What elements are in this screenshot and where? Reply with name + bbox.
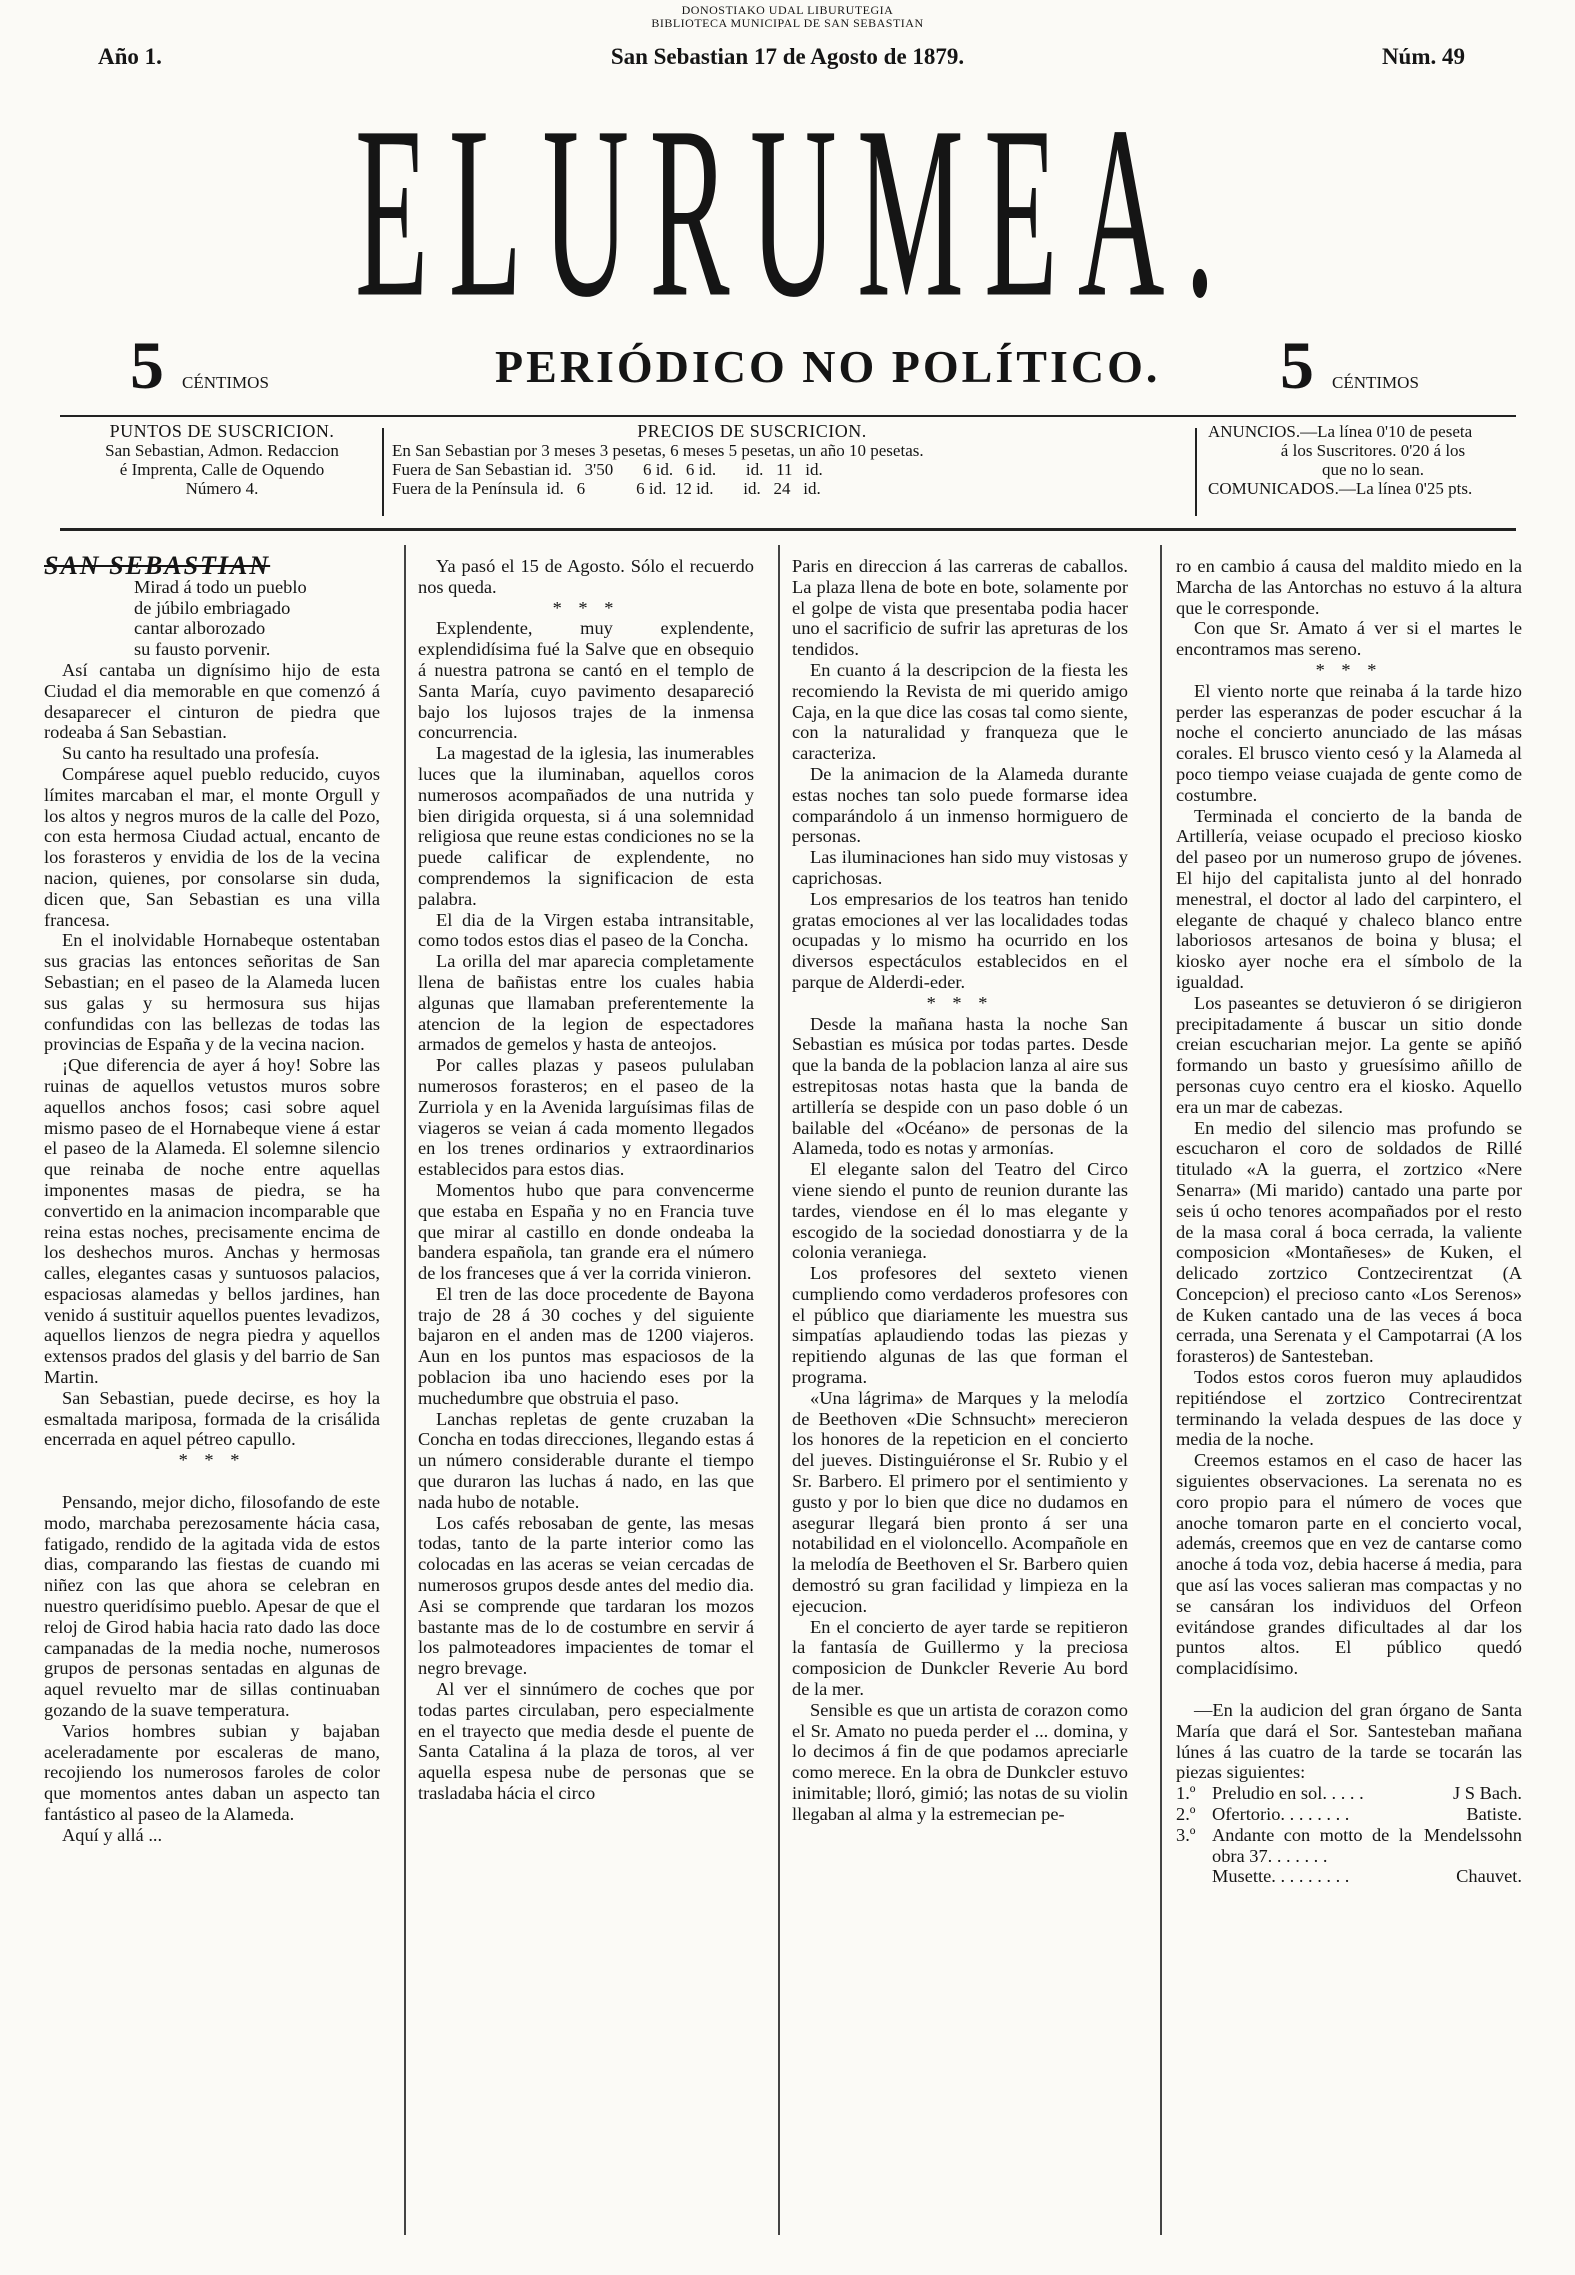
paragraph: De la animacion de la Alameda durante estas noches tan solo puede formarse idea comparándolo á un inmenso hormiguero de personas. bbox=[792, 763, 1128, 847]
program-title: Musette. . . . . . . . . bbox=[1212, 1866, 1350, 1887]
paragraph: Los paseantes se detuvieron ó se dirigieron precipitadamente á buscar un sitio donde creian escucharian mejor. La gente se apiñó formando un basto y gruesísimo añillo de personas cuyo centro era el kiosko. Aquello era un mar de cabezas. bbox=[1176, 992, 1522, 1117]
column-divider bbox=[1160, 545, 1162, 2235]
column-3 bbox=[792, 556, 1128, 1825]
paragraph: —En la audicion del gran órgano de Santa María que dará el Sor. Santesteban mañana lúnes á las cuatro de la tarde se tocarán las piezas siguientes: bbox=[1176, 1700, 1522, 1783]
paragraph: El tren de las doce procedente de Bayona trajo de 28 á 30 coches y del siguiente bajaron en el anden mas de 1200 viajeros. Aun en los puntos mas espaciosos de la poblacion iba uno haciendo eses por la muchedumbre que obstruia el paso. bbox=[418, 1283, 754, 1408]
paragraph: Sensible es que un artista de corazon como el Sr. Amato no pueda perder el ... domina, y lo decimos á fin de que podamos apreciarle como merece. En la obra de Dunkcler estuvo inimitable; lloró, gimió; las notas de su violin llegaban al alma y la estremecian pe- bbox=[792, 1699, 1128, 1824]
price-right: 5 bbox=[1280, 327, 1314, 403]
masthead-letter: E bbox=[355, 75, 429, 348]
paragraph: Aquí y allá ... bbox=[62, 1824, 163, 1845]
column-divider bbox=[778, 545, 780, 2235]
masthead-letter: R bbox=[649, 75, 730, 348]
paragraph: Ya pasó el 15 de Agosto. Sólo el recuerdo nos queda. bbox=[418, 556, 754, 597]
paragraph: Terminada el concierto de la banda de Artillería, veiase ocupado el precioso kiosko del paseo por un numeroso grupo de jóvenes. El hijo del capitalista junto al del honrado menestral, el doctor al lado del carpintero, el elegante de chaqué y chaleco blanco entre laboriosos artesanos de boina y blusa; el kiosko ayer noche era el símbolo de la igualdad. bbox=[1176, 805, 1522, 992]
paragraph: La orilla del mar aparecia completamente llena de bañistas entre los cuales habia algunas que llamaban preferentemente la atencion de la legion de espectadores armados de gemelos y hasta de anteojos. bbox=[418, 951, 754, 1055]
program-title: Andante con motto de la obra 37. . . . . . . bbox=[1212, 1824, 1412, 1866]
library-stamp bbox=[0, 4, 1575, 30]
stamp-line-2: BIBLIOTECA MUNICIPAL DE SAN SEBASTIAN bbox=[651, 16, 924, 30]
subtitle: PERIÓDICO NO POLÍTICO. bbox=[495, 341, 1161, 392]
prices-title: PRECIOS DE SUSCRICION. bbox=[637, 421, 867, 441]
poem-line: de júbilo embriagado bbox=[134, 597, 291, 618]
program-number: 3.º bbox=[1176, 1824, 1196, 1845]
price-left-unit: CÉNTIMOS bbox=[182, 373, 269, 392]
rule-top bbox=[60, 415, 1516, 417]
paragraph: Las iluminaciones han sido muy vistosas y caprichosas. bbox=[792, 847, 1128, 888]
column-divider bbox=[404, 545, 406, 2235]
program-number bbox=[1176, 1866, 1212, 1887]
program-composer: Batiste. bbox=[1466, 1804, 1522, 1825]
paragraph: Al ver el sinnúmero de coches que por todas partes circulaban, pero especialmente en el trayecto que media desde el puente de Santa Catalina á la plaza de toros, al ver aquella espesa nube de personas que se trasladaba hácia el circo bbox=[418, 1679, 754, 1804]
poem-line: cantar alborozado bbox=[134, 618, 266, 639]
column-2 bbox=[418, 556, 754, 1804]
paragraph: En cuanto á la descripcion de la fiesta les recomiendo la Revista de mi querido amigo Caja, en la que dice las cosas tal como siente, con la naturalidad y franqueza que le caracteriza. bbox=[792, 659, 1128, 764]
paragraph: En el concierto de ayer tarde se repitieron la fantasía de Guillermo y la preciosa composicion de Dunkcler Reverie Au bord de la mer. bbox=[792, 1616, 1128, 1700]
program-item bbox=[1176, 1804, 1522, 1825]
paragraph: Explendente, muy explendente, explendidísima fué la Salve que en obsequio á nuestra patrona se cantó en el templo de Santa María, cuyo pavimento desapareció bajo los lujosos trajes de la inmensa concurrencia. bbox=[418, 618, 754, 743]
paragraph: Compárese aquel pueblo reducido, cuyos límites marcaban el mar, el monte Orgull y los altos y negros muros de la calle del Pozo, con esta hermosa Ciudad actual, encanto de los forasteros y envidia de los de la vecina nacion, quienes, por consolarse sin duda, dicen que, San Sebastian es una villa francesa. bbox=[44, 763, 380, 930]
section-break: * * * bbox=[552, 597, 620, 618]
masthead-letter: U bbox=[542, 75, 630, 348]
paragraph: Pensando, mejor dicho, filosofando de este modo, marchaba perezosamente hácia casa, fatigado, rendido de la agitada vida de estos dias, comparando las fiestas de cuando mi niñez con las que ahora se celebran en nuestro queridísimo pueblo. Apesar de que el reloj de Girod habia hacia rato dado las doce campanadas de la media noche, numerosos grupos de personas sentadas en algunas de aquel revuelto mar de sillas continuaban gozando de la suave temperatura. bbox=[44, 1492, 380, 1721]
program-item bbox=[1176, 1783, 1522, 1804]
points-line: Número 4. bbox=[185, 479, 259, 498]
paragraph: Los cafés rebosaban de gente, las mesas todas, tanto de la parte interior como las colocadas en las aceras se veian cercadas de numerosos grupos desde antes del medio dia. Asi se comprende que tardaran los mozos bastante mas de lo de costumbre en servir á los palmoteadores impacientes de tomar el negro brevage. bbox=[418, 1512, 754, 1679]
program-number: 1.º bbox=[1176, 1783, 1196, 1804]
subscription-points bbox=[72, 422, 372, 498]
column-4 bbox=[1176, 556, 1522, 1887]
paragraph: Así cantaba un dignísimo hijo de esta Ciudad el dia memorable en que comenzó á desaparecer el cinturon de piedra que rodeaba á San Sebastian. bbox=[44, 659, 380, 743]
paragraph: Los profesores del sexteto vienen cumpliendo como verdaderos profesores con el público que diariamente les muestra sus simpatías aplaudiendo todas las piezas y repitiendo algunas de las que forman el programa. bbox=[792, 1263, 1128, 1388]
points-line: San Sebastian, Admon. Redaccion bbox=[105, 441, 339, 460]
paragraph: Momentos hubo que para convencerme que estaba en España y no en Francia tuve que mirar al castillo en donde ondeaba la bandera española, tan grande era el número de los franceses que á ver la corrida vinieron. bbox=[418, 1179, 754, 1284]
paragraph: Desde la mañana hasta la noche San Sebastian es música por todas partes. Desde que la banda de la poblacion lanza al aire sus estrepitosas notas hasta que la banda de artillería se despide con un paso doble ó un bailable del «Océano» de personas de la Alameda, todo es notas y armonías. bbox=[792, 1013, 1128, 1159]
paragraph: Lanchas repletas de gente cruzaban la Concha en todas direcciones, llegando estas á un número considerable durante el tiempo que duraron las luchas á nado, en las que nada hubo de notable. bbox=[418, 1408, 754, 1512]
issue-number: Núm. 49 bbox=[1381, 44, 1465, 69]
paragraph: ¡Que diferencia de ayer á hoy! Sobre las ruinas de aquellos vetustos muros sobre aquellos anchos fosos; casi sobre aquel mismo paseo de el Hornabeque viene á estar el paseo de la Alameda. El solemne silencio que reinaba de noche entre aquellas imponentes masas de piedra, se ha convertido en la animacion incomparable que reina estas noches, precisamente encima de los deshechos muros. Anchas y hermosas calles, elegantes casas y suntuosos palacios, espaciosas alamedas y bellos jardines, han venido á sustituir aquellos puentes levadizos, aquellos lienzos de negra piedra y aquellos extensos prados del glasis y del barrio de San Martin. bbox=[44, 1055, 380, 1388]
program-item bbox=[1176, 1866, 1522, 1887]
price-right-unit: CÉNTIMOS bbox=[1332, 373, 1419, 392]
program-item bbox=[1176, 1825, 1522, 1867]
program-composer: J S Bach. bbox=[1453, 1783, 1522, 1804]
section-title: SAN SEBASTIAN bbox=[44, 551, 271, 580]
masthead-letter: A bbox=[1077, 75, 1165, 348]
paragraph: Creemos estamos en el caso de hacer las siguientes observaciones. La serenata no es coro propio para el número de voces que anoche tomaron parte en el concierto vocal, además, creemos que en vez de cantarse como anoche á toda voz, debia hacerse á media, para que así las voces salieran mas compactas y no se cansáran los individuos del Orfeon evitándose grandes dificultades al dar los puntos altos. El público quedó complacidísimo. bbox=[1176, 1450, 1522, 1679]
prices-line: Fuera de la Península id. 6 6 id. 12 id. id. 24 id. bbox=[392, 479, 821, 498]
issue-year: Año 1. bbox=[98, 44, 162, 69]
subscription-divider bbox=[1195, 428, 1197, 516]
program-title: Ofertorio. . . . . . . . bbox=[1212, 1804, 1350, 1825]
ads-line: ANUNCIOS.—La línea 0'10 de peseta bbox=[1208, 422, 1473, 441]
paragraph: «Una lágrima» de Marques y la melodía de Beethoven «Die Schnsucht» merecieron los honores de la repeticion en el concierto del jueves. Distinguiéronse el Sr. Rubio y el Sr. Barbero. El primero por el sentimiento y gusto y por lo bien que dice no dudamos en asegurar llegará bien pronto á ser una notabilidad en el violoncello. Acompañole en la melodía de Beethoven el Sr. Barbero quien demostró su gran facilidad y limpieza en la ejecucion. bbox=[792, 1387, 1128, 1616]
paragraph: Su canto ha resultado una profesía. bbox=[62, 743, 320, 764]
masthead-title bbox=[355, 75, 1215, 348]
paragraph: Varios hombres subian y bajaban aceleradamente por escaleras de mano, recojiendo los numerosos faroles de color que momentos antes daban un aspecto tan fantástico al paseo de la Alameda. bbox=[44, 1720, 380, 1825]
paragraph: Los empresarios de los teatros han tenido gratas emociones al ver las localidades todas ocupadas y lo mismo ha ocurrido en los diversos espectáculos establecidos en el parque de Alderdi-eder. bbox=[792, 888, 1128, 992]
price-left: 5 bbox=[130, 327, 164, 403]
paragraph: Por calles plazas y paseos pululaban numerosos forasteros; en el paseo de la Zurriola y en la Avenida larguísimas filas de viageros se veian á cada momento llegados en los trenes ordinarios y extraordinarios establecidos para estos dias. bbox=[418, 1055, 754, 1180]
masthead-letter: L bbox=[448, 75, 523, 348]
points-title: PUNTOS DE SUSCRICION. bbox=[109, 421, 335, 441]
subscription-prices bbox=[392, 422, 1112, 498]
points-line: é Imprenta, Calle de Oquendo bbox=[119, 460, 325, 479]
rule-bottom bbox=[60, 528, 1516, 531]
paragraph: ro en cambio á causa del maldito miedo en la Marcha de las Antorchas no estuvo á la altura que le corresponde. bbox=[1176, 556, 1522, 618]
section-break: * * * bbox=[1315, 659, 1383, 680]
program-composer: Chauvet. bbox=[1456, 1866, 1522, 1887]
paragraph: El elegante salon del Teatro del Circo viene siendo el punto de reunion durante las tardes, viendose en él lo mas elegante y escogido de la sociedad donostiarra y de la colonia veraniega. bbox=[792, 1159, 1128, 1263]
paragraph: El viento norte que reinaba á la tarde hizo perder las esperanzas de poder escuchar á la noche el concierto anunciado de las másas corales. El brusco viento cesó y la Alameda al poco tiempo veiase cuajada de gente como de costumbre. bbox=[1176, 680, 1522, 805]
paragraph: Con que Sr. Amato á ver si el martes le encontramos mas sereno. bbox=[1176, 618, 1522, 660]
prices-line: Fuera de San Sebastian id. 3'50 6 id. 6 id. id. 11 id. bbox=[392, 460, 823, 479]
header-line bbox=[0, 44, 1575, 74]
masthead-letter: U bbox=[749, 75, 837, 348]
section-break: * * * bbox=[926, 992, 994, 1013]
paragraph: El dia de la Virgen estaba intransitable, como todos estos dias el paseo de la Concha. bbox=[418, 909, 754, 951]
program-title: Preludio en sol. . . . . bbox=[1212, 1783, 1364, 1804]
stamp-line-1: DONOSTIAKO UDAL LIBURUTEGIA bbox=[681, 3, 894, 17]
paragraph: En medio del silencio mas profundo se escucharon el coro de soldados de Rillé titulado «A la guerra, el zortzico «Nere Senarra» (Mi marido) cantado una parte por seis ú ocho tenores acompañados por el resto de la masa coral á boca cerrada, la valiente composicion «Montañeses» de Kuken, el delicado zortzico Contzecirentzat (A Concepcion) el precioso canto «Los Serenos» de Kuken cantado una de las veces á boca cerrada, una Serenata y el Campotarrai (A los forasteros) de Santesteban. bbox=[1176, 1117, 1522, 1367]
subscription-ads bbox=[1208, 422, 1538, 498]
paragraph: Paris en direccion á las carreras de caballos. La plaza llena de bote en bote, solamente por el golpe de vista que presentaba podia hacer uno el sacrificio de sufrir las apreturas de los tendidos. bbox=[792, 556, 1128, 660]
masthead-letter: . bbox=[1184, 75, 1215, 348]
paragraph: En el inolvidable Hornabeque ostentaban sus gracias las entonces señoritas de San Sebastian; en el paseo de la Alameda lucen sus galas y su hermosura sus hijas confundidas con las bellezas de todas las provincias de España y de la vecina nacion. bbox=[44, 930, 380, 1055]
program-number: 2.º bbox=[1176, 1804, 1196, 1825]
masthead-letter: M bbox=[857, 75, 964, 348]
paragraph: Todos estos coros fueron muy aplaudidos repitiéndose el zortzico Contrecirentzat terminando la velada despues de las doce y media de la noche. bbox=[1176, 1367, 1522, 1450]
program-composer: Mendelssohn bbox=[1423, 1824, 1522, 1845]
masthead-letter: E bbox=[984, 75, 1058, 348]
poem-line: su fausto porvenir. bbox=[134, 639, 271, 660]
ads-line: COMUNICADOS.—La línea 0'25 pts. bbox=[1208, 479, 1473, 498]
poem-line: Mirad á todo un pueblo bbox=[134, 576, 307, 597]
column-1 bbox=[44, 551, 380, 1846]
paragraph: San Sebastian, puede decirse, es hoy la esmaltada mariposa, formada de la crisálida encerrada en aquel pétreo capullo. bbox=[44, 1387, 380, 1450]
paragraph: La magestad de la iglesia, las inumerables luces que la iluminaban, aquellos coros numerosos acompañados de una nutrida y bien dirigida orquesta, si á una solemnidad religiosa que reune estas condiciones no se la puede calificar de explendente, no comprendemos la significacion de esta palabra. bbox=[418, 743, 754, 909]
section-break: * * * bbox=[178, 1450, 246, 1471]
ads-line: que no lo sean. bbox=[1322, 460, 1424, 479]
prices-line: En San Sebastian por 3 meses 3 pesetas, 6 meses 5 pesetas, un año 10 pesetas. bbox=[392, 441, 924, 460]
issue-date: San Sebastian 17 de Agosto de 1879. bbox=[610, 44, 965, 69]
subscription-divider bbox=[382, 428, 384, 516]
ads-line: á los Suscritores. 0'20 á los bbox=[1280, 441, 1466, 460]
